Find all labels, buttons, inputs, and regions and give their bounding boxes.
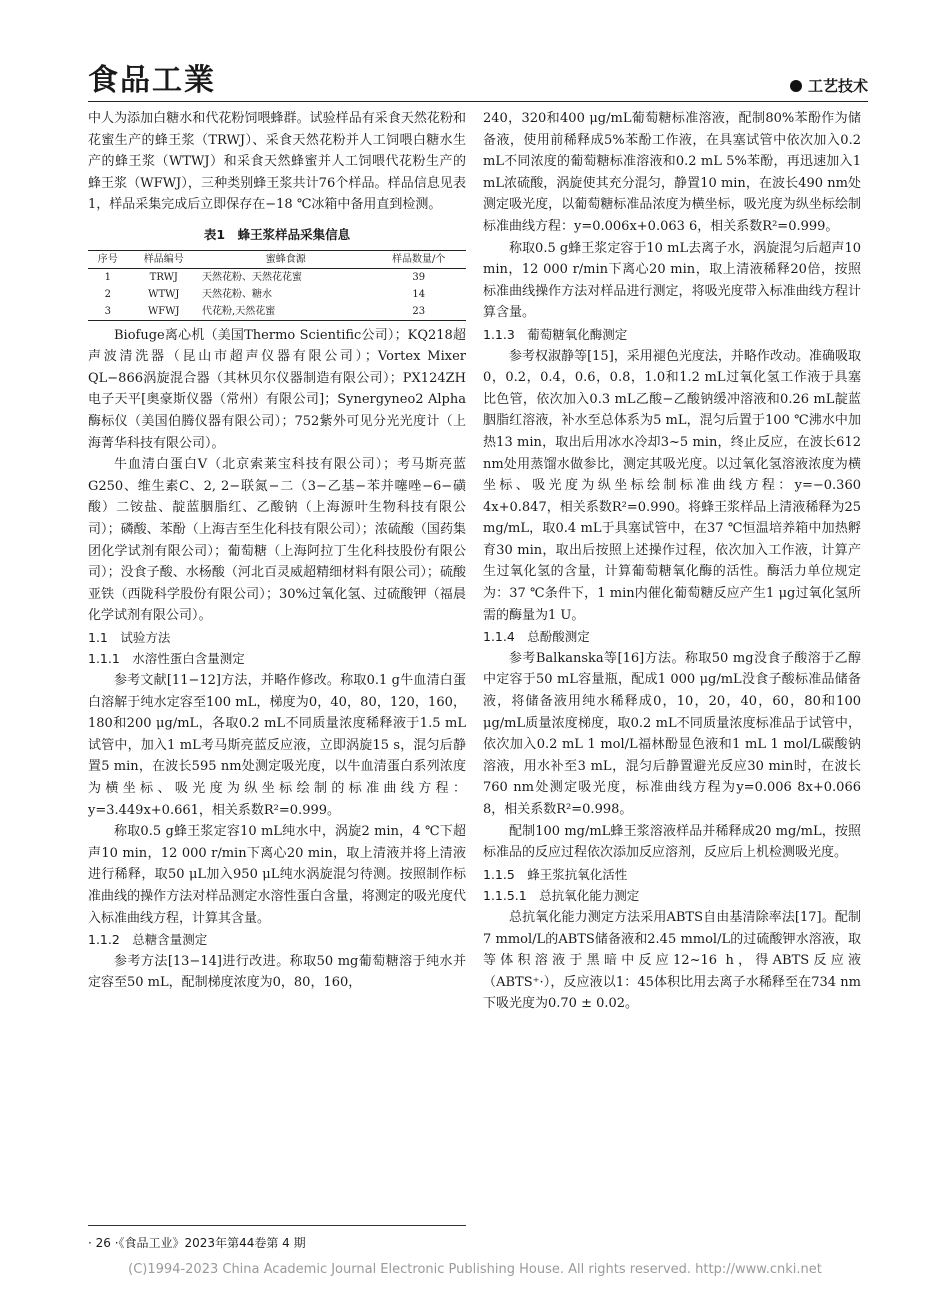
body-paragraph: 参考文献[11−12]方法，并略作修改。称取0.1 g牛血清白蛋白溶解于纯水定容至100 mL，梯度为0，40，80，120，160，180和200 μg/mL，各取0.2 mL不同质量浓度稀释液于1.5 mL试管中，加入1 mL考马斯亮蓝反应液，立即涡旋15 s，混匀后静置5 min，在波长595 nm处测定吸光度，以牛血清蛋白系列浓度为横坐标、吸光度为纵坐标绘制的标准曲线方程：y=3.449x+0.661，相关系数R²=0.999。 — [88, 673, 466, 818]
left-column — [88, 108, 466, 994]
body-paragraph: 240，320和400 μg/mL葡萄糖标准溶液，配制80%苯酚作为储备液，使用前稀释成5%苯酚工作液，在具塞试管中依次加入0.2 mL不同浓度的葡萄糖标准溶液和0.2 mL 5%苯酚，再迅速加入1 mL浓硫酸，涡旋使其充分混匀，静置10 min，在波长490 nm处测定吸光度，以葡萄糖标准品浓度为横坐标，吸光度为纵坐标绘制标准曲线方程：y=0.006x+0.063 6，相关系数R²=0.999。 — [483, 111, 861, 234]
subsection-heading: 1.1.1 水溶性蛋白含量测定 — [88, 651, 245, 667]
intro-paragraph: 中人为添加白糖水和代花粉饲喂蜂群。试验样品有采食天然花粉和花蜜生产的蜂王浆（TRWJ）、采食天然花粉并人工饲喂白糖水生产的蜂王浆（WTWJ）和采食天然蜂蜜并人工饲喂代花粉生产的蜂王浆（WFWJ），三种类别蜂王浆共计76个样品。样品信息见表1，样品采集完成后立即保存在−18 ℃冰箱中备用直到检测。 — [88, 111, 466, 213]
subsection-heading: 1.1.4 总酚酸测定 — [483, 629, 590, 645]
table-row — [88, 286, 466, 303]
table-header-row — [88, 250, 466, 268]
table-cell: 14 — [412, 288, 426, 300]
bullet-dot-icon — [790, 80, 802, 92]
journal-logo: 食品工業 — [88, 63, 216, 98]
section-heading: 1.1 试验方法 — [88, 629, 171, 645]
table-row — [88, 303, 466, 321]
body-paragraph: 参考方法[13−14]进行改进。称取50 mg葡萄糖溶于纯水并定容至50 mL，配制梯度浓度为0，80，160， — [88, 953, 466, 991]
copyright-line: (C)1994-2023 China Academic Journal Electronic Publishing House. All rights reserved. http://www.cnki.net — [128, 1262, 822, 1277]
reagents-paragraph: 牛血清白蛋白Ⅴ（北京索莱宝科技有限公司）；考马斯亮蓝G250、维生素C、2, 2−联氮−二（3−乙基−苯并噻唑−6−磺酸）二铵盐、靛蓝胭脂红、乙酸钠（上海源叶生物科技有限公司）；磷酸、苯酚（上海吉至生化科技有限公司）；浓硫酸（国药集团化学试剂有限公司）；葡萄糖（上海阿拉丁生化科技股份有限公司）；没食子酸、水杨酸（河北百灵威超精细材料有限公司）；硫酸亚铁（西陇科学股份有限公司）；30%过氧化氢、过硫酸钾（福晨化学试剂有限公司）。 — [88, 457, 466, 624]
table-cell: TRWJ — [149, 271, 178, 283]
page-footer: · 26 ·《食品工业》2023年第44卷第 4 期 — [88, 1236, 306, 1250]
table-header-cell: 样品编号 — [143, 253, 184, 265]
table-header-cell: 序号 — [97, 253, 118, 265]
instruments-paragraph: Biofuge离心机（美国Thermo Scientific公司）；KQ218超声波清洗器（昆山市超声仪器有限公司）；Vortex Mixer QL−866涡旋混合器（其林贝尔仪器制造有限公司）；PX124ZH电子天平[奥豪斯仪器（常州）有限公司]；Synergyneo2 Alpha酶标仪（美国伯腾仪器有限公司）；752紫外可见分光光度计（上海菁华科技有限公司）。 — [88, 327, 466, 451]
table-row — [88, 268, 466, 286]
footer-rule — [88, 1225, 466, 1226]
table-cell: 2 — [104, 288, 111, 300]
body-paragraph: 参考权淑静等[15]，采用褪色光度法，并略作改动。准确吸取0，0.2，0.4，0.6，0.8，1.0和1.2 mL过氧化氢工作液于具塞比色管，依次加入0.3 mL乙酸−乙酸钠缓冲溶液和0.26 mL靛蓝胭脂红溶液，补水至总体系为5 mL，混匀后置于100 ℃沸水中加热13 min，取出后用冰水冷却3~5 min，终止反应，在波长612 nm处用蒸馏水做参比，测定其吸光度。以过氧化氢溶液浓度为横坐标、吸光度为纵坐标绘制标准曲线方程：y=−0.360 4x+0.847，相关系数R²=0.990。将蜂王浆样品上清液稀释为25 mg/mL，取0.4 mL于具塞试管中，在37 ℃恒温培养箱中加热孵育30 min，取出后按照上述操作过程，依次加入工作液，计算产生过氧化氢的含量，计算葡萄糖氧化酶的活性。酶活力单位规定为：37 ℃条件下，1 min内催化葡萄糖反应产生1 μg过氧化氢所需的酶量为1 U。 — [483, 348, 861, 623]
body-paragraph: 总抗氧化能力测定方法采用ABTS自由基清除率法[17]。配制7 mmol/L的ABTS储备液和2.45 mmol/L的过硫酸钾水溶液，取等体积溶液于黑暗中反应12~16 h，得ABTS反应液（ABTS⁺·），反应液以1：45体积比用去离子水稀释至在734 nm下吸光度为0.70 ± 0.02。 — [483, 909, 861, 1012]
subsection-heading: 1.1.5.1 总抗氧化能力测定 — [483, 888, 640, 904]
section-tag — [790, 75, 868, 96]
header-rule — [88, 101, 868, 102]
table-cell: 天然花粉、糖水 — [202, 288, 273, 300]
table-title: 表1 蜂王浆样品采集信息 — [203, 226, 351, 242]
subsection-heading: 1.1.3 葡萄糖氧化酶测定 — [483, 326, 628, 342]
table-header-cell: 蜜蜂食源 — [265, 253, 306, 265]
page-header — [88, 55, 868, 105]
table-cell: 1 — [104, 271, 111, 283]
table-cell: 代花粉,天然花蜜 — [202, 305, 276, 317]
table-cell: 天然花粉、天然花花蜜 — [202, 271, 303, 283]
table-cell: 23 — [412, 305, 426, 317]
table-header-cell: 样品数量/个 — [392, 253, 446, 265]
subsection-heading: 1.1.2 总糖含量测定 — [88, 932, 208, 948]
table-cell: 3 — [104, 305, 111, 317]
subsection-heading: 1.1.5 蜂王浆抗氧化活性 — [483, 866, 628, 882]
body-paragraph: 参考Balkanska等[16]方法。称取50 mg没食子酸溶于乙醇中定容于50 mL容量瓶，配成1 000 μg/mL没食子酸标准品储备液，将储备液用纯水稀释成0，10，20，40，60，80和100 μg/mL质量浓度梯度，取0.2 mL不同质量浓度标准品于试管中，依次加入0.2 mL 1 mol/L福林酚显色液和1 mL 1 mol/L碳酸钠溶液，用水补至3 mL，混匀后静置避光反应30 min时，在波长760 nm处测定吸光度，标准曲线方程为y=0.006 8x+0.066 8，相关系数R²=0.998。 — [483, 650, 861, 817]
table-cell: WTWJ — [148, 288, 180, 300]
table-cell: WFWJ — [148, 305, 180, 317]
section-label: 工艺技术 — [807, 77, 868, 95]
table-cell: 39 — [412, 271, 426, 283]
body-paragraph: 称取0.5 g蜂王浆定容10 mL纯水中，涡旋2 min，4 ℃下超声10 min，12 000 r/min下离心20 min，取上清液并将上清液进行稀释，取50 μL加入950 μL纯水涡旋混匀待测。按照制作标准曲线的操作方法对样品测定水溶性蛋白含量，将测定的吸光度代入标准曲线方程，计算其含量。 — [88, 824, 466, 926]
body-paragraph: 配制100 mg/mL蜂王浆溶液样品并稀释成20 mg/mL，按照标准品的反应过程依次添加反应溶剂，反应后上机检测吸光度。 — [483, 823, 861, 861]
sample-table — [88, 250, 466, 321]
right-column — [483, 108, 861, 1015]
body-paragraph: 称取0.5 g蜂王浆定容于10 mL去离子水，涡旋混匀后超声10 min，12 000 r/min下离心20 min，取上清液稀释20倍，按照标准曲线操作方法对样品进行测定，将吸光度带入标准曲线方程计算含量。 — [483, 240, 861, 321]
